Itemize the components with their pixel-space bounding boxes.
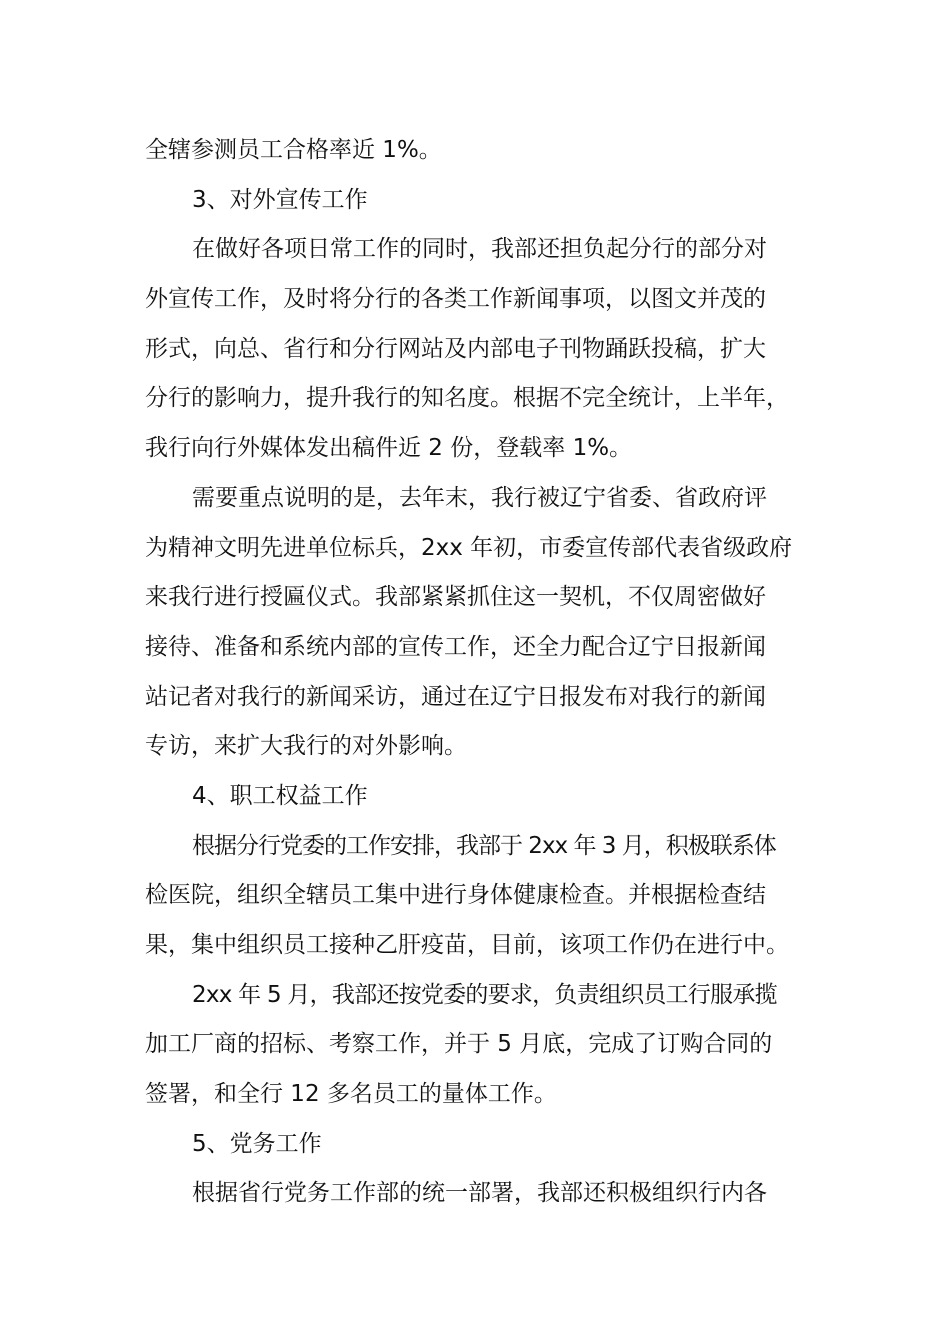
- text-line: 检医院，组织全辖员工集中进行身体健康检查。并根据检查结: [145, 882, 766, 909]
- text-line: 果，集中组织员工接种乙肝疫苗，目前，该项工作仍在进行中。: [145, 932, 789, 958]
- text-line: 来我行进行授匾仪式。我部紧紧抓住这一契机，不仅周密做好: [145, 584, 766, 611]
- text-line: 站记者对我行的新闻采访，通过在辽宁日报发布对我行的新闻: [145, 683, 766, 710]
- section-heading: 3、对外宣传工作: [192, 186, 368, 213]
- text-line: 加工厂商的招标、考察工作，并于 5 月底，完成了订购合同的: [145, 1031, 773, 1058]
- text-line: 我行向行外媒体发出稿件近 2 份，登载率 1%。: [145, 435, 633, 462]
- text-line: 签署，和全行 12 多名员工的量体工作。: [145, 1081, 557, 1108]
- text-line: 专访，来扩大我行的对外影响。: [145, 733, 467, 760]
- text-line: 全辖参测员工合格率近 1%。: [145, 137, 442, 163]
- text-line: 2xx 年 5 月，我部还按党委的要求，负责组织员工行服承揽: [192, 981, 777, 1008]
- section-heading: 5、党务工作: [192, 1130, 322, 1157]
- text-line: 接待、准备和系统内部的宣传工作，还全力配合辽宁日报新闻: [145, 633, 766, 660]
- text-line: 分行的影响力，提升我行的知名度。根据不完全统计，上半年，: [145, 385, 789, 412]
- text-line: 根据省行党务工作部的统一部署，我部还积极组织行内各: [192, 1180, 767, 1207]
- text-line: 外宣传工作，及时将分行的各类工作新闻事项，以图文并茂的: [145, 286, 766, 313]
- text-line: 为精神文明先进单位标兵，2xx 年初，市委宣传部代表省级政府: [145, 534, 793, 561]
- document-body: [145, 126, 825, 1219]
- text-line: 形式，向总、省行和分行网站及内部电子刊物踊跃投稿，扩大: [145, 335, 766, 362]
- text-line: 根据分行党委的工作安排，我部于 2xx 年 3 月，积极联系体: [192, 832, 776, 859]
- text-line: 需要重点说明的是，去年末，我行被辽宁省委、省政府评: [192, 484, 767, 511]
- text-line: 在做好各项日常工作的同时，我部还担负起分行的部分对: [192, 236, 767, 263]
- section-heading: 4、职工权益工作: [192, 782, 368, 809]
